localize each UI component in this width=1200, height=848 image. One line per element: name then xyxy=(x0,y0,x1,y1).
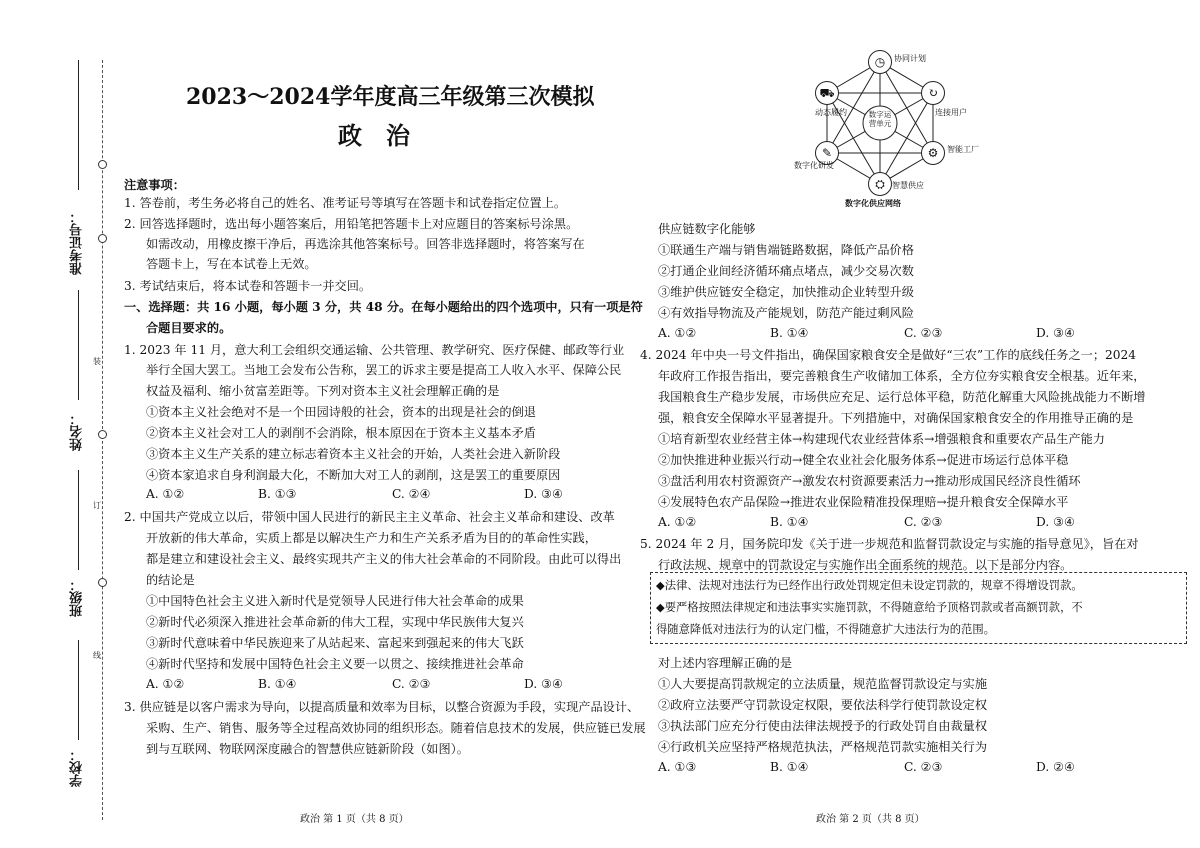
option-b[interactable]: B. ①④ xyxy=(770,515,809,529)
binding-hole xyxy=(98,234,107,243)
option-b[interactable]: B. ①④ xyxy=(258,677,297,691)
option-d[interactable]: D. ③④ xyxy=(524,487,563,501)
class-label: 班级： xyxy=(70,578,85,617)
exam-id-label: 准考证号： xyxy=(70,210,85,275)
question-text: 到与互联网、物联网深度融合的智慧供应链新阶段（如图）。 xyxy=(146,742,469,756)
note-line: 3. 考试结束后，将本试卷和答题卡一并交回。 xyxy=(124,279,372,293)
option-b[interactable]: B. ①③ xyxy=(258,487,297,501)
note-line: 答题卡上，写在本试卷上无效。 xyxy=(146,257,317,271)
section-heading: 一、选择题：共 16 小题，每小题 3 分，共 48 分。在每小题给出的四个选项中，只有一项是符 xyxy=(124,300,643,314)
question-statement: ④发展特色农产品保险→推进农业保险精准投保理赔→提升粮食安全保障水平 xyxy=(658,495,1069,509)
clock-icon: ◷ xyxy=(868,50,892,74)
question-text: 采购、生产、销售、服务等全过程高效协同的组织形态。随着信息技术的发展，供应链已发展 xyxy=(146,721,646,735)
question-text: 年政府工作报告指出，要完善粮食生产收储加工体系，全方位夯实粮食安全根基。近年来， xyxy=(658,369,1146,383)
option-c[interactable]: C. ②③ xyxy=(904,326,943,340)
diagram-caption: 数字化供应网络 xyxy=(845,198,901,208)
school-label: 学校： xyxy=(70,748,85,787)
question-statement: ④资本家追求自身利润最大化，不断加大对工人的剥削，这是罢工的重要原因 xyxy=(146,468,561,482)
option-c[interactable]: C. ②③ xyxy=(392,677,431,691)
question-statement: ①资本主义社会绝对不是一个田园诗般的社会，资本的出现是社会的倒退 xyxy=(146,405,536,419)
option-a[interactable]: A. ①② xyxy=(146,487,185,501)
question-statement: ③资本主义生产关系的建立标志着资本主义社会的开始，人类社会进入新阶段 xyxy=(146,447,561,461)
option-c[interactable]: C. ②③ xyxy=(904,760,943,774)
question-statement: ②新时代必须深入推进社会革命新的伟大工程，实现中华民族伟大复兴 xyxy=(146,615,524,629)
question-statement: ②加快推进种业振兴行动→健全农业社会化服务体系→促进市场运行总体平稳 xyxy=(658,453,1069,467)
quoted-material-line: ◆法律、法规对违法行为已经作出行政处罚规定但未设定罚款的，规章不得增设罚款。 xyxy=(656,579,1083,592)
question-statement: ②打通企业间经济循环痛点堵点，减少交易次数 xyxy=(658,264,914,278)
quoted-material-line: ◆要严格按照法律规定和违法事实实施罚款，不得随意给予顶格罚款或者高额罚款，不 xyxy=(656,601,1083,614)
question-text: 4. 2024 年中央一号文件指出，确保国家粮食安全是做好“三农”工作的底线任务之一；2024 xyxy=(640,348,1137,362)
question-text: 供应链数字化能够 xyxy=(658,222,756,236)
option-a[interactable]: A. ①③ xyxy=(658,760,697,774)
gear-icon: ⚙ xyxy=(921,141,945,165)
note-line: 1. 答卷前，考生务必将自己的姓名、准考证号等填写在答题卡和试卷指定位置上。 xyxy=(124,196,567,210)
name-label: 姓名： xyxy=(70,412,85,451)
question-text: 行政法规、规章中的罚款设定与实施作出全面系统的规范。以下是部分内容。 xyxy=(658,558,1073,572)
option-d[interactable]: D. ③④ xyxy=(1036,326,1075,340)
question-text: 强，粮食安全保障水平显著提升。下列措施中，对确保国家粮食安全的作用推导正确的是 xyxy=(658,411,1134,425)
cut-label: 线 xyxy=(93,651,101,660)
question-statement: ①培育新型农业经营主体→构建现代农业经营体系→增强粮食和重要农产品生产能力 xyxy=(658,432,1105,446)
question-statement: ③新时代意味着中华民族迎来了从站起来、富起来到强起来的伟大飞跃 xyxy=(146,636,524,650)
cut-line xyxy=(102,60,103,820)
truck-icon: ⛟ xyxy=(815,81,839,105)
option-a[interactable]: A. ①② xyxy=(658,515,697,529)
node-label: 连接用户 xyxy=(935,108,967,117)
option-d[interactable]: D. ②④ xyxy=(1036,760,1075,774)
question-statement: ②资本主义社会对工人的剥削不会消除，根本原因在于资本主义基本矛盾 xyxy=(146,426,536,440)
blank-line xyxy=(78,470,79,570)
binding-hole xyxy=(98,160,107,169)
question-statement: ③执法部门应充分行使由法律法规授予的行政处罚自由裁量权 xyxy=(658,719,988,733)
note-line: 如需改动，用橡皮擦干净后，再选涂其他答案标号。回答非选择题时，将答案写在 xyxy=(146,237,585,251)
question-statement: ④新时代坚持和发展中国特色社会主义要一以贯之、接续推进社会革命 xyxy=(146,657,524,671)
option-a[interactable]: A. ①② xyxy=(658,326,697,340)
refresh-icon: ↻ xyxy=(921,81,945,105)
question-statement: ③维护供应链安全稳定，加快推动企业转型升级 xyxy=(658,285,914,299)
option-b[interactable]: B. ①④ xyxy=(770,760,809,774)
cut-label: 装 xyxy=(93,357,101,366)
question-text: 的结论是 xyxy=(146,573,195,587)
diagram-center-label: 数字运营单元 xyxy=(868,110,892,128)
notes-heading: 注意事项： xyxy=(124,178,185,192)
node-label: 协同计划 xyxy=(894,54,926,63)
question-statement: ①联通生产端与销售端链路数据，降低产品价格 xyxy=(658,243,914,257)
page-footer: 政治 第 1 页（共 8 页） xyxy=(300,814,409,825)
blank-line xyxy=(78,290,79,400)
question-statement: ④行政机关应坚持严格规范执法，严格规范罚款实施相关行为 xyxy=(658,740,988,754)
binding-hole xyxy=(98,578,107,587)
quoted-material-line: 得随意降低对违法行为的认定门槛，不得随意扩大违法行为的范围。 xyxy=(656,623,995,636)
subject-title: 政 治 xyxy=(338,121,410,150)
option-c[interactable]: C. ②③ xyxy=(904,515,943,529)
note-line: 2. 回答选择题时，选出每小题答案后，用铅笔把答题卡上对应题目的答案标号涂黑。 xyxy=(124,217,579,231)
option-b[interactable]: B. ①④ xyxy=(770,326,809,340)
exam-title: 2023～2024学年度高三年级第三次模拟 xyxy=(186,84,595,110)
option-d[interactable]: D. ③④ xyxy=(524,677,563,691)
question-statement: ①中国特色社会主义进入新时代是党领导人民进行伟大社会革命的成果 xyxy=(146,594,524,608)
question-text: 1. 2023 年 11 月，意大利工会组织交通运输、公共管理、教学研究、医疗保健、邮政等行业 xyxy=(124,343,625,357)
question-text: 3. 供应链是以客户需求为导向，以提高质量和效率为目标，以整合资源为手段，实现产品设计、 xyxy=(124,700,640,714)
question-text: 举行全国大罢工。当地工会发布公告称，罢工的诉求主要是提高工人收入水平、保障公民 xyxy=(146,363,622,377)
question-text: 都是建立和建设社会主义、最终实现共产主义的伟大社会革命的不同阶段。由此可以得出 xyxy=(146,552,622,566)
cut-label: 订 xyxy=(93,501,101,510)
option-a[interactable]: A. ①② xyxy=(146,677,185,691)
section-heading: 合题目要求的。 xyxy=(146,321,232,335)
blank-line xyxy=(78,640,79,740)
option-d[interactable]: D. ③④ xyxy=(1036,515,1075,529)
question-statement: ③盘活利用农村资源资产→激发农村资源要素活力→推动形成国民经济良性循环 xyxy=(658,474,1081,488)
option-c[interactable]: C. ②④ xyxy=(392,487,431,501)
question-statement: ④有效指导物流及产能规划，防范产能过剩风险 xyxy=(658,306,914,320)
node-label: 智能工厂 xyxy=(947,145,979,154)
blank-line xyxy=(78,60,79,190)
question-text: 2. 中国共产党成立以后，带领中国人民进行的新民主主义革命、社会主义革命和建设、改革 xyxy=(124,510,615,524)
node-label: 智慧供应 xyxy=(892,181,924,190)
question-text: 权益及福利、缩小贫富差距等。下列对资本主义社会理解正确的是 xyxy=(146,384,500,398)
question-text: 我国粮食生产稳步发展，市场供应充足、运行总体平稳，防范化解重大风险挑战能力不断增 xyxy=(658,390,1146,404)
tools-icon: ✎ xyxy=(815,141,839,165)
graduation-cap-icon: ⛭ xyxy=(868,172,892,196)
question-text: 开放新的伟大革命，实质上都是以解决生产力和生产关系矛盾为目的的革命性实践， xyxy=(146,531,597,545)
node-label: 动态履约 xyxy=(815,108,847,117)
page-footer: 政治 第 2 页（共 8 页） xyxy=(816,814,925,825)
question-statement: ①人大要提高罚款规定的立法质量，规范监督罚款设定与实施 xyxy=(658,677,988,691)
question-text: 5. 2024 年 2 月，国务院印发《关于进一步规范和监督罚款设定与实施的指导意见》，旨在对 xyxy=(640,537,1139,551)
node-label: 数字化研发 xyxy=(794,161,834,170)
binding-hole xyxy=(98,430,107,439)
question-text: 对上述内容理解正确的是 xyxy=(658,656,793,670)
question-statement: ②政府立法要严守罚款设定权限，要依法科学行使罚款设定权 xyxy=(658,698,988,712)
